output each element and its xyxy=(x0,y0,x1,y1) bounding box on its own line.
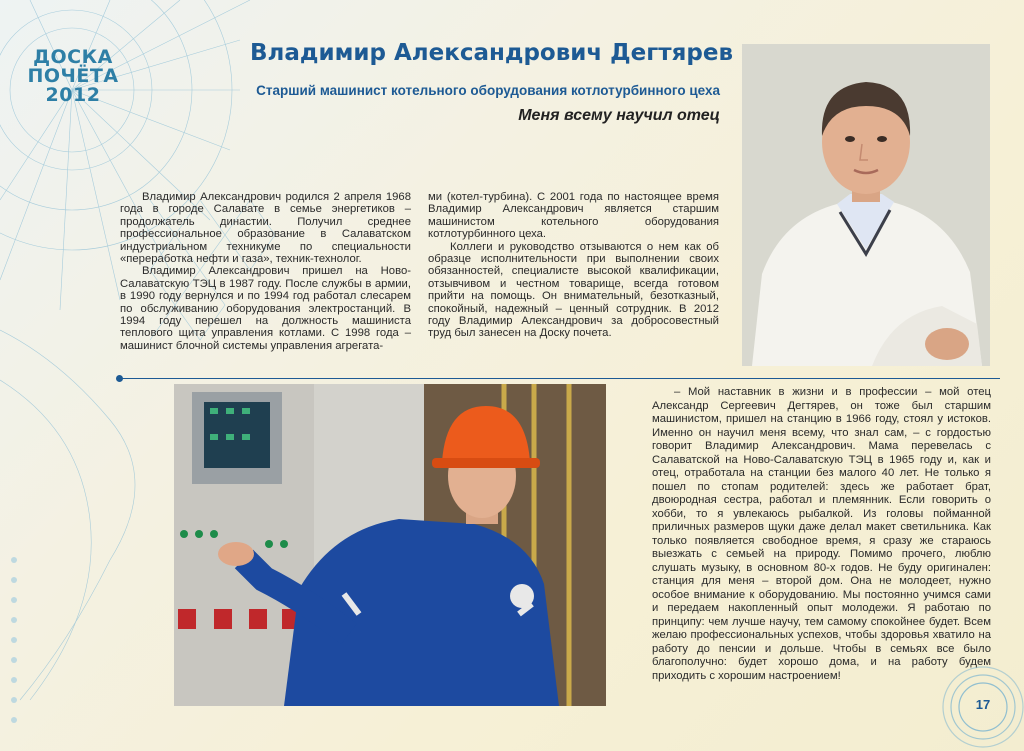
paragraph: Коллеги и руководство отзываются о нем как об образце исполнительности при выполнении своих обязанностей, специалисте высокой квалификации, отзывчивом и честном товарище, всегда готовом прийти на помощь. Он внимательный, безотказный, спокойный, надежный – ценный сотрудник. В 2012 году Владимир Александрович за добросовестный труд был занесен на Доску почета. xyxy=(428,240,719,340)
person-name: Владимир Александрович Дегтярев xyxy=(250,40,733,66)
paragraph: Владимир Александрович пришел на Ново-Салаватскую ТЭЦ в 1987 году. После службы в армии, в 1990 году вернулся и по 1994 год работал слесарем по обслуживанию оборудования электростанций. В 1994 году перешел на должность машиниста теплового щита управления котлами. С 1998 года – машинист блочной системы управления агрегата- xyxy=(120,265,411,352)
paragraph: Владимир Александрович родился 2 апреля 1968 года в городе Салавате в семье энергетиков – продолжатель династии. Получил среднее профессиональное образование в Салаватском индустриальном техникуме по специальности «переработка нефти и газа», техник-технолог. xyxy=(120,191,411,266)
article-motto: Меня всему научил отец xyxy=(518,107,720,124)
portrait-photo xyxy=(742,44,990,366)
article-column-1 xyxy=(120,191,411,352)
badge-line-2: ПОЧЁТА xyxy=(27,65,119,87)
paragraph: – Мой наставник в жизни и в профессии – мой отец Александр Сергеевич Дегтярев, он тоже был старшим машинистом, пришел на станцию в 1966 году, стоял у истоков. Именно он научил меня всему, что знал сам, – с гордостью говорит Владимир Александрович. Мама перевелась с Салаватской на Ново-Салаватскую ТЭЦ в 1965 году и, как и отец, отработала на станции без малого 40 лет. Не только я пошел по стопам родителей: здесь же работает брат, двоюродная сестра, работал и племянник. Если говорить о хобби, то я увлекаюсь рыбалкой. Из головы пойманной приличных размеров щуки даже делал макет светильника. Как только появляется свободное время, я сразу же стараюсь выезжать с семьей на природу. Помимо прочего, люблю слушать музыку, в основном 80-х годов. Не буду оригинален: станция для меня – второй дом. Она не молодеет, нужно особое внимание к оборудованию. Мы постоянно учимся сами и передаем накопленный опыт молодежи. Я работаю по принципу: чем лучше научу, тем самому спокойнее будет. Всем желаю профессиональных успехов, чтобы здоровья хватило на работу до пенсии и дольше. Чтобы в семьях все было благополучно: будет хорошо дома, и на работу будем приходить с хорошим настроением! xyxy=(652,386,991,682)
interview-text xyxy=(652,386,991,683)
page-number: 17 xyxy=(975,697,991,712)
section-divider xyxy=(120,378,1000,379)
article-column-2 xyxy=(428,191,719,340)
paragraph: ми (котел-турбина). С 2001 года по настоящее время Владимир Александрович является старшим машинистом котельного оборудования котлотурбинного цеха. xyxy=(428,191,719,241)
badge-line-1: ДОСКА xyxy=(33,46,113,68)
person-position: Старший машинист котельного оборудования котлотурбинного цеха xyxy=(256,83,720,98)
workplace-photo xyxy=(174,384,606,706)
badge-year: 2012 xyxy=(45,84,101,106)
honor-board-badge xyxy=(18,48,128,134)
